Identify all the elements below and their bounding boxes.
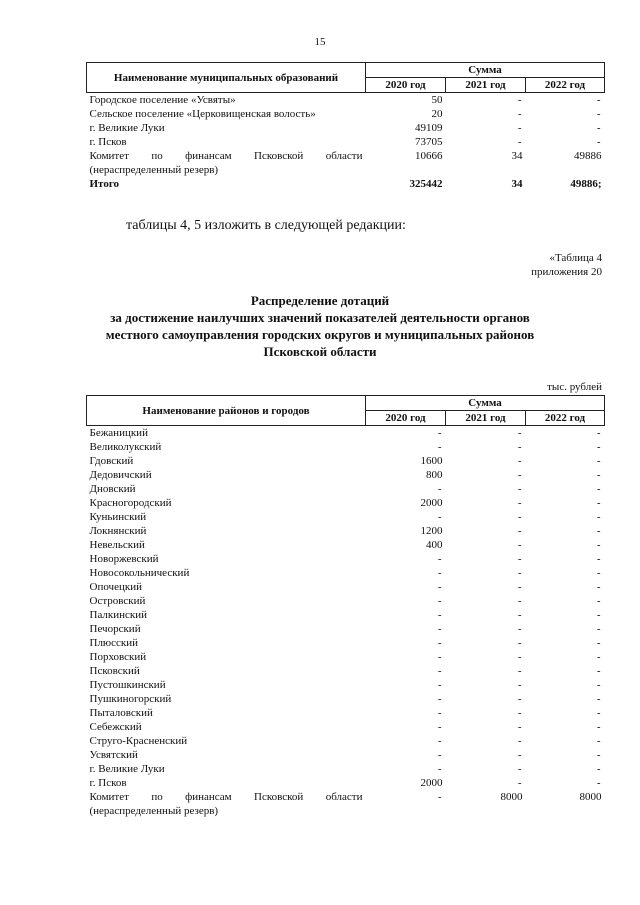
row-value-2021: - bbox=[517, 777, 522, 789]
table2-header-name: Наименование районов и городов bbox=[87, 396, 366, 426]
empty-cell bbox=[526, 804, 605, 818]
row-name: Пыталовский bbox=[89, 707, 153, 719]
row-value-2021: 8000 bbox=[500, 791, 523, 803]
row-value-2020: - bbox=[437, 623, 442, 635]
table-row bbox=[87, 149, 605, 163]
row-name: Комитет по финансам Псковской области bbox=[89, 150, 363, 162]
row-value-2020: 1600 bbox=[420, 455, 443, 467]
row-value-2020: - bbox=[437, 483, 442, 495]
row-value-2020: - bbox=[437, 665, 442, 677]
row-value-2021: - bbox=[517, 108, 522, 120]
table-row-continuation bbox=[87, 804, 605, 818]
row-value-2020: - bbox=[437, 749, 442, 761]
row-value-2020: - bbox=[437, 511, 442, 523]
row-value-2021: - bbox=[517, 469, 522, 481]
title-line-4: Псковской области bbox=[263, 344, 377, 359]
row-value-2020: 49109 bbox=[415, 122, 443, 134]
row-name-continuation: (нераспределенный резерв) bbox=[89, 164, 219, 176]
row-value-2022: 49886 bbox=[574, 150, 602, 162]
municipal-table bbox=[86, 62, 605, 191]
row-name: Куньинский bbox=[89, 511, 147, 523]
table-row-continuation bbox=[87, 163, 605, 177]
table2-header-year: 2022 год bbox=[526, 411, 605, 426]
row-value-2021: - bbox=[517, 483, 522, 495]
row-name: Городское поселение «Усвяты» bbox=[89, 94, 236, 106]
row-value-2022: - bbox=[596, 623, 601, 635]
row-value-2020: - bbox=[437, 679, 442, 691]
row-value-2022: - bbox=[596, 763, 601, 775]
row-name: Себежский bbox=[89, 721, 142, 733]
row-value-2020: - bbox=[437, 651, 442, 663]
row-value-2022: - bbox=[596, 693, 601, 705]
row-value-2022: - bbox=[596, 721, 601, 733]
table1-header-sum: Сумма bbox=[366, 63, 605, 78]
row-value-2021: - bbox=[517, 511, 522, 523]
table-row bbox=[87, 608, 605, 622]
row-value-2021: - bbox=[517, 567, 522, 579]
row-name: Порховский bbox=[89, 651, 147, 663]
empty-cell bbox=[446, 163, 526, 177]
table-row bbox=[87, 692, 605, 706]
row-name: Плюсский bbox=[89, 637, 139, 649]
row-value-2022: - bbox=[596, 539, 601, 551]
row-value-2020: - bbox=[437, 721, 442, 733]
table2-header-sum: Сумма bbox=[366, 396, 605, 411]
row-value-2021: - bbox=[517, 637, 522, 649]
row-name: г. Псков bbox=[89, 136, 127, 148]
row-name: Красногородский bbox=[89, 497, 172, 509]
table-row bbox=[87, 762, 605, 776]
row-value-2022: - bbox=[596, 637, 601, 649]
table-row bbox=[87, 734, 605, 748]
row-value-2022: - bbox=[596, 483, 601, 495]
table-row bbox=[87, 580, 605, 594]
districts-table bbox=[86, 395, 605, 818]
row-value-2021: - bbox=[517, 735, 522, 747]
row-value-2021: - bbox=[517, 136, 522, 148]
row-value-2022: 8000 bbox=[579, 791, 602, 803]
row-value-2020: - bbox=[437, 707, 442, 719]
row-value-2020: - bbox=[437, 553, 442, 565]
total-row bbox=[87, 177, 605, 191]
row-value-2021: 34 bbox=[511, 178, 523, 190]
row-value-2021: - bbox=[517, 623, 522, 635]
row-value-2021: - bbox=[517, 553, 522, 565]
row-name: г. Великие Луки bbox=[89, 122, 165, 134]
table-row bbox=[87, 107, 605, 121]
row-name: Усвятский bbox=[89, 749, 138, 761]
row-value-2020: 2000 bbox=[420, 497, 443, 509]
row-value-2021: - bbox=[517, 427, 522, 439]
row-value-2020: 73705 bbox=[415, 136, 443, 148]
table-row bbox=[87, 468, 605, 482]
title-line-3: местного самоуправления городских округов и муниципальных районов bbox=[105, 327, 535, 342]
row-name: Струго-Красненский bbox=[89, 735, 188, 747]
row-value-2022: - bbox=[596, 136, 601, 148]
row-value-2020: - bbox=[437, 609, 442, 621]
table-row bbox=[87, 496, 605, 510]
intro-text: таблицы 4, 5 изложить в следующей редакции: bbox=[126, 218, 406, 233]
table-row bbox=[87, 650, 605, 664]
row-value-2022: - bbox=[596, 427, 601, 439]
row-value-2022: - bbox=[596, 469, 601, 481]
row-value-2021: - bbox=[517, 497, 522, 509]
row-name: Невельский bbox=[89, 539, 145, 551]
table-row bbox=[87, 566, 605, 580]
title-line-1: Распределение дотаций bbox=[250, 293, 390, 308]
table1-header-name: Наименование муниципальных образований bbox=[87, 63, 366, 93]
row-value-2021: - bbox=[517, 665, 522, 677]
row-value-2021: - bbox=[517, 539, 522, 551]
row-value-2021: - bbox=[517, 94, 522, 106]
row-value-2022: - bbox=[596, 553, 601, 565]
table2-header-year: 2021 год bbox=[446, 411, 526, 426]
table-row bbox=[87, 135, 605, 149]
row-name: Пустошкинский bbox=[89, 679, 166, 691]
row-value-2020: - bbox=[437, 791, 442, 803]
row-value-2021: - bbox=[517, 693, 522, 705]
table-row bbox=[87, 538, 605, 552]
title-line-2: за достижение наилучших значений показателей деятельности органов bbox=[110, 310, 530, 325]
row-name: Новоржевский bbox=[89, 553, 159, 565]
row-value-2021: 34 bbox=[511, 150, 523, 162]
row-value-2020: - bbox=[437, 441, 442, 453]
row-value-2021: - bbox=[517, 595, 522, 607]
empty-cell bbox=[366, 804, 446, 818]
row-value-2020: - bbox=[437, 427, 442, 439]
table-reference: «Таблица 4 bbox=[549, 252, 602, 264]
table-row bbox=[87, 454, 605, 468]
row-value-2022: - bbox=[596, 94, 601, 106]
table1-header-year: 2021 год bbox=[446, 78, 526, 93]
row-value-2020: 20 bbox=[431, 108, 443, 120]
row-value-2022: - bbox=[596, 595, 601, 607]
row-value-2022: - bbox=[596, 777, 601, 789]
empty-cell bbox=[366, 163, 446, 177]
row-value-2022: - bbox=[596, 581, 601, 593]
table-row bbox=[87, 720, 605, 734]
row-value-2022: - bbox=[596, 441, 601, 453]
row-value-2022: - bbox=[596, 707, 601, 719]
table1-header-year: 2022 год bbox=[526, 78, 605, 93]
table-row bbox=[87, 622, 605, 636]
row-value-2020: - bbox=[437, 637, 442, 649]
row-name: Дедовичский bbox=[89, 469, 152, 481]
table-row bbox=[87, 790, 605, 804]
page-number: 15 bbox=[314, 36, 326, 48]
row-name: Печорский bbox=[89, 623, 141, 635]
row-value-2021: - bbox=[517, 122, 522, 134]
row-name: Итого bbox=[89, 178, 120, 190]
row-name: Дновский bbox=[89, 483, 136, 495]
row-value-2021: - bbox=[517, 525, 522, 537]
row-value-2020: 1200 bbox=[420, 525, 443, 537]
units-label: тыс. рублей bbox=[547, 381, 602, 393]
row-name: Опочецкий bbox=[89, 581, 142, 593]
table-row bbox=[87, 524, 605, 538]
row-value-2022: - bbox=[596, 609, 601, 621]
row-name: Сельское поселение «Церковищенская волость» bbox=[89, 108, 316, 120]
row-name: Великолукский bbox=[89, 441, 162, 453]
row-name: г. Псков bbox=[89, 777, 127, 789]
table-row bbox=[87, 664, 605, 678]
row-name: Псковский bbox=[89, 665, 140, 677]
row-value-2020: - bbox=[437, 581, 442, 593]
table-row bbox=[87, 510, 605, 524]
row-name: Палкинский bbox=[89, 609, 148, 621]
row-value-2020: - bbox=[437, 763, 442, 775]
table-row bbox=[87, 121, 605, 135]
row-value-2022: - bbox=[596, 665, 601, 677]
empty-cell bbox=[526, 163, 605, 177]
row-value-2021: - bbox=[517, 763, 522, 775]
row-value-2022: - bbox=[596, 651, 601, 663]
row-value-2021: - bbox=[517, 749, 522, 761]
row-value-2022: - bbox=[596, 735, 601, 747]
row-value-2020: 50 bbox=[431, 94, 443, 106]
row-name-continuation: (нераспределенный резерв) bbox=[89, 805, 219, 817]
row-value-2021: - bbox=[517, 651, 522, 663]
table-row bbox=[87, 426, 605, 441]
table-row bbox=[87, 93, 605, 108]
table-row bbox=[87, 482, 605, 496]
row-name: г. Великие Луки bbox=[89, 763, 165, 775]
row-value-2021: - bbox=[517, 679, 522, 691]
row-value-2020: 325442 bbox=[409, 178, 443, 190]
row-value-2022: - bbox=[596, 511, 601, 523]
row-value-2020: - bbox=[437, 735, 442, 747]
row-value-2021: - bbox=[517, 441, 522, 453]
table-row bbox=[87, 678, 605, 692]
row-value-2020: - bbox=[437, 595, 442, 607]
row-value-2022: - bbox=[596, 749, 601, 761]
row-value-2021: - bbox=[517, 455, 522, 467]
row-value-2020: 800 bbox=[426, 469, 443, 481]
row-value-2022: - bbox=[596, 108, 601, 120]
row-value-2022: - bbox=[596, 122, 601, 134]
table-row bbox=[87, 776, 605, 790]
row-value-2021: - bbox=[517, 721, 522, 733]
row-name: Локнянский bbox=[89, 525, 147, 537]
row-value-2021: - bbox=[517, 707, 522, 719]
table-reference-appendix: приложения 20 bbox=[531, 266, 602, 278]
table-row bbox=[87, 748, 605, 762]
row-value-2020: 10666 bbox=[415, 150, 443, 162]
table-row bbox=[87, 440, 605, 454]
table-row bbox=[87, 552, 605, 566]
row-value-2020: - bbox=[437, 693, 442, 705]
row-value-2020: 400 bbox=[426, 539, 443, 551]
row-value-2021: - bbox=[517, 581, 522, 593]
row-name: Пушкиногорский bbox=[89, 693, 172, 705]
table1-header-year: 2020 год bbox=[366, 78, 446, 93]
row-value-2022: - bbox=[596, 679, 601, 691]
row-name: Гдовский bbox=[89, 455, 134, 467]
table-row bbox=[87, 594, 605, 608]
row-value-2022: - bbox=[596, 525, 601, 537]
table-row bbox=[87, 636, 605, 650]
row-name: Новосокольнический bbox=[89, 567, 190, 579]
row-value-2020: - bbox=[437, 567, 442, 579]
row-name: Бежаницкий bbox=[89, 427, 148, 439]
row-value-2022: - bbox=[596, 567, 601, 579]
row-value-2022: - bbox=[596, 497, 601, 509]
row-value-2021: - bbox=[517, 609, 522, 621]
row-name: Комитет по финансам Псковской области bbox=[89, 791, 363, 803]
row-value-2020: 2000 bbox=[420, 777, 443, 789]
row-value-2022: - bbox=[596, 455, 601, 467]
row-name: Островский bbox=[89, 595, 146, 607]
empty-cell bbox=[446, 804, 526, 818]
table-row bbox=[87, 706, 605, 720]
table2-header-year: 2020 год bbox=[366, 411, 446, 426]
row-value-2022: 49886; bbox=[570, 178, 602, 190]
